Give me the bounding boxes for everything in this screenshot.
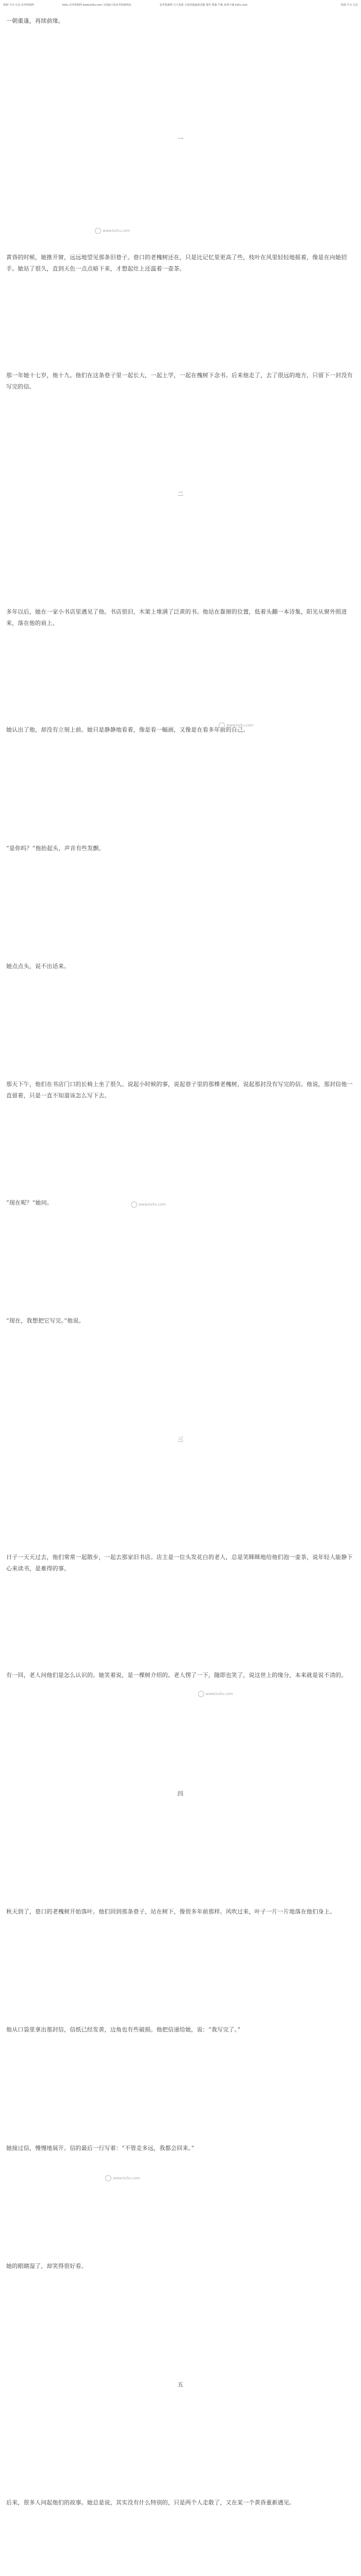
- header-left-text: 资源·平台·方法 高考资源网: [3, 3, 34, 7]
- text-paragraph: 她认出了他，却没有立刻上前。她只是静静地看着，像是看一幅画，又像是在看多年前的自己。: [6, 726, 249, 733]
- text-paragraph: “现在呢？”她问。: [6, 1199, 53, 1206]
- page-header: [0, 0, 361, 10]
- watermark-logo-icon: [219, 722, 225, 728]
- watermark-text: www.ks5u.com: [139, 1202, 166, 1207]
- watermark: [95, 228, 130, 234]
- text-paragraph: 四: [177, 1790, 184, 1797]
- watermark: [131, 1201, 166, 1208]
- text-paragraph: 她接过信，慢慢地展开。信的最后一行写着：“不管走多远，我都会回来。”: [6, 2145, 194, 2151]
- watermark-logo-icon: [95, 228, 101, 234]
- text-paragraph: 二: [177, 490, 184, 497]
- watermark-text: www.ks5u.com: [103, 229, 130, 233]
- header-promo-text: 高考资源网 天天更新 全国各地最新试题 课件 教案 学案 免费下载 ks5u.com: [159, 3, 248, 7]
- text-paragraph: “现在，我想把它写完。”他说。: [6, 1317, 85, 1324]
- watermark: [105, 2175, 140, 2181]
- watermark-logo-icon: [198, 1691, 204, 1697]
- text-paragraph: 她点点头，说不出话来。: [6, 963, 70, 970]
- watermark-text: www.ks5u.com: [226, 723, 254, 727]
- text-paragraph: 五: [177, 2381, 184, 2388]
- watermark-text: www.ks5u.com: [113, 2176, 140, 2180]
- watermark-text: www.ks5u.com: [206, 1692, 233, 1696]
- header-right-text: 资源·平台·方法: [340, 3, 358, 7]
- text-paragraph: 秋天到了，巷口的老槐树开始落叶。他们回到那条巷子，站在树下，像很多年前那样。风吹过来，叶子一片一片地落在他们身上。: [6, 1908, 336, 1915]
- watermark: [198, 1691, 233, 1697]
- text-paragraph: 三: [177, 1436, 184, 1443]
- text-paragraph: 她的眼睛湿了，却笑得很好看。: [6, 2263, 87, 2269]
- text-paragraph: 一朝重逢，再续前缘。: [6, 18, 64, 24]
- text-paragraph: “是你吗？”他抬起头，声音有些发颤。: [6, 845, 105, 852]
- text-paragraph: 有一回，老人问他们是怎么认识的。她笑着说，是一棵树介绍的。老人愣了一下，随即也笑了，说这世上的缘分，本来就是说不清的。: [6, 1672, 347, 1679]
- text-paragraph: 黄昏的时候，她推开窗，远远地望见那条旧巷子。巷口的老槐树还在，只是比记忆里更高了些，枝叶在风里轻轻地摇着，像是在向她招手。她站了很久，直到天色一点点暗下来，才想起灶上还温着一壶茶。: [6, 254, 347, 272]
- text-paragraph: 日子一天天过去，他们常常一起散步，一起去那家旧书店。店主是一位头发花白的老人，总是笑眯眯地给他们泡一壶茶，说年轻人能静下心来读书，是难得的事。: [6, 1554, 353, 1572]
- watermark-logo-icon: [131, 1201, 137, 1208]
- watermark: [219, 722, 254, 728]
- text-paragraph: 那一年她十七岁，他十九。他们在这条巷子里一起长大，一起上学，一起在槐树下念书。后来他走了，去了很远的地方，只留下一封没有写完的信。: [6, 372, 353, 390]
- text-paragraph: 那天下午，他们在书店门口的长椅上坐了很久。说起小时候的事，说起巷子里的那棵老槐树，说起那封没有写完的信。他说，那封信他一直留着，只是一直不知道该怎么写下去。: [6, 1081, 353, 1099]
- document-body: [2, 11, 359, 2576]
- text-paragraph: 多年以后，她在一家小书店里遇见了他。书店很旧，木架上堆满了泛黄的书。他站在靠窗的位置，低着头翻一本诗集，阳光从窗外照进来，落在他的肩上。: [6, 608, 347, 626]
- header-site-text: ks5u 高考资源网 www.ks5u.com 全国最大的高考资源网站: [62, 3, 132, 7]
- watermark-logo-icon: [105, 2175, 111, 2181]
- text-paragraph: 一: [177, 135, 184, 142]
- text-paragraph: 后来，很多人问起他们的故事。她总是说，其实没有什么特别的，只是两个人走散了，又在某一个黄昏重新遇见。: [6, 2499, 295, 2506]
- text-paragraph: 他从口袋里拿出那封信，信纸已经发黄，边角也有些破损。他把信递给她，说：“我写完了。”: [6, 2026, 241, 2033]
